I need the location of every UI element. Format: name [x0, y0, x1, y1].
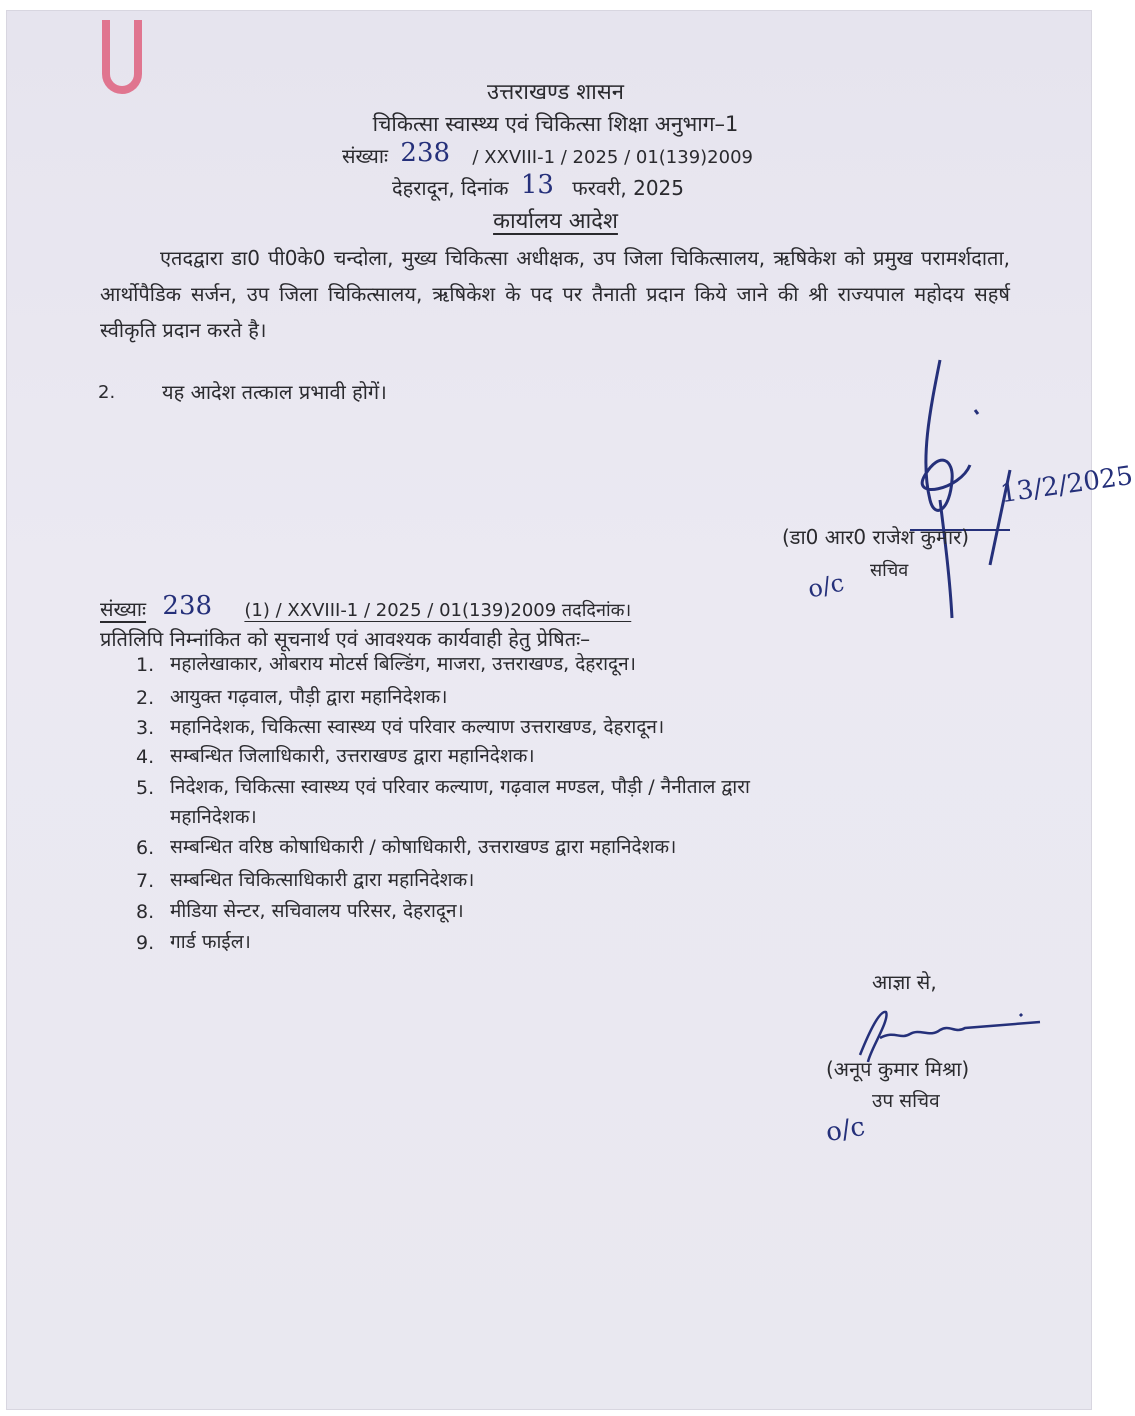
order-number-line: [342, 140, 753, 170]
copy-number-prefix: संख्याः: [100, 597, 147, 621]
copy-number-handwritten: 238: [162, 591, 213, 621]
copy-item-number: 6.: [136, 837, 155, 859]
copy-item-number: 2.: [136, 687, 155, 709]
department-heading: चिकित्सा स्वास्थ्य एवं चिकित्सा शिक्षा अनुभाग–1: [372, 112, 739, 136]
order-date-suffix: फरवरी, 2025: [572, 176, 684, 200]
copy-item-text-continued: महानिदेशक।: [170, 806, 257, 828]
deputy-secretary-designation: उप सचिव: [872, 1090, 940, 1112]
copy-item-text: सम्बन्धित जिलाधिकारी, उत्तराखण्ड द्वारा महानिदेशक।: [170, 745, 535, 767]
copy-item-number: 7.: [136, 870, 155, 892]
copy-item-number: 5.: [136, 777, 155, 799]
copy-item-text: मीडिया सेन्टर, सचिवालय परिसर, देहरादून।: [170, 900, 464, 922]
copy-intro: प्रतिलिपि निम्नांकित को सूचनार्थ एवं आवश्यक कार्यवाही हेतु प्रेषितः–: [100, 627, 591, 651]
copy-item-text: निदेशक, चिकित्सा स्वास्थ्य एवं परिवार कल्याण, गढ़वाल मण्डल, पौड़ी / नैनीताल द्वारा: [170, 776, 750, 798]
secretary-designation: सचिव: [870, 560, 909, 581]
point-2-number: 2.: [98, 382, 116, 403]
copy-item-number: 4.: [136, 746, 155, 768]
order-number-suffix: / XXVIII-1 / 2025 / 01(139)2009: [472, 147, 753, 168]
secretary-sign-date: 13/2/2025: [998, 460, 1135, 510]
copy-item-text: सम्बन्धित चिकित्साधिकारी द्वारा महानिदेशक।: [170, 869, 475, 891]
by-order-text: आज्ञा से,: [872, 970, 937, 994]
copy-item-number: 8.: [136, 901, 155, 923]
secretary-handwritten-note: o/c: [805, 568, 847, 604]
copy-item-text: आयुक्त गढ़वाल, पौड़ी द्वारा महानिदेशक।: [170, 686, 448, 708]
deputy-secretary-name: (अनूप कुमार मिश्रा): [826, 1057, 970, 1081]
order-date-prefix: देहरादून, दिनांक: [392, 176, 509, 200]
order-date-handwritten: 13: [520, 170, 554, 200]
order-number-prefix: संख्याः: [342, 144, 389, 168]
govt-heading: उत्तराखण्ड शासन: [487, 80, 624, 105]
copy-item-text: महानिदेशक, चिकित्सा स्वास्थ्य एवं परिवार कल्याण उत्तराखण्ड, देहरादून।: [170, 716, 665, 738]
copy-item-number: 9.: [136, 932, 155, 954]
copy-item-text: महालेखाकार, ओबराय मोटर्स बिल्डिंग, माजरा, उत्तराखण्ड, देहरादून।: [170, 653, 636, 675]
order-date-line: [392, 172, 684, 202]
secretary-name: (डा0 आर0 राजेश कुमार): [782, 525, 970, 549]
copy-item-text: गार्ड फाईल।: [170, 931, 251, 953]
copy-number-suffix: (1) / XXVIII-1 / 2025 / 01(139)2009 तददिनांक।: [244, 600, 632, 621]
copy-item-number: 1.: [136, 654, 155, 676]
copy-number-line: [100, 593, 631, 623]
copy-item-text: सम्बन्धित वरिष्ठ कोषाधिकारी / कोषाधिकारी, उत्तराखण्ड द्वारा महानिदेशक।: [170, 836, 677, 858]
deputy-secretary-handwritten-note: o/c: [823, 1111, 868, 1149]
point-2-text: यह आदेश तत्काल प्रभावी होगें।: [162, 380, 387, 404]
copy-item-number: 3.: [136, 717, 155, 739]
document-title: कार्यालय आदेश: [493, 209, 618, 234]
order-paragraph: एतदद्वारा डा0 पी0के0 चन्दोला, मुख्य चिकित्सा अधीक्षक, उप जिला चिकित्सालय, ऋषिकेश को प्रमुख परामर्शदाता, आर्थोपैडिक सर्जन, उप जिला चिकित्सालय, ऋषिकेश के पद पर तैनाती प्रदान किये जाने की श्री राज्यपाल महोदय सहर्ष स्वीकृति प्रदान करते है।: [100, 246, 1010, 342]
order-number-handwritten: 238: [400, 138, 451, 168]
